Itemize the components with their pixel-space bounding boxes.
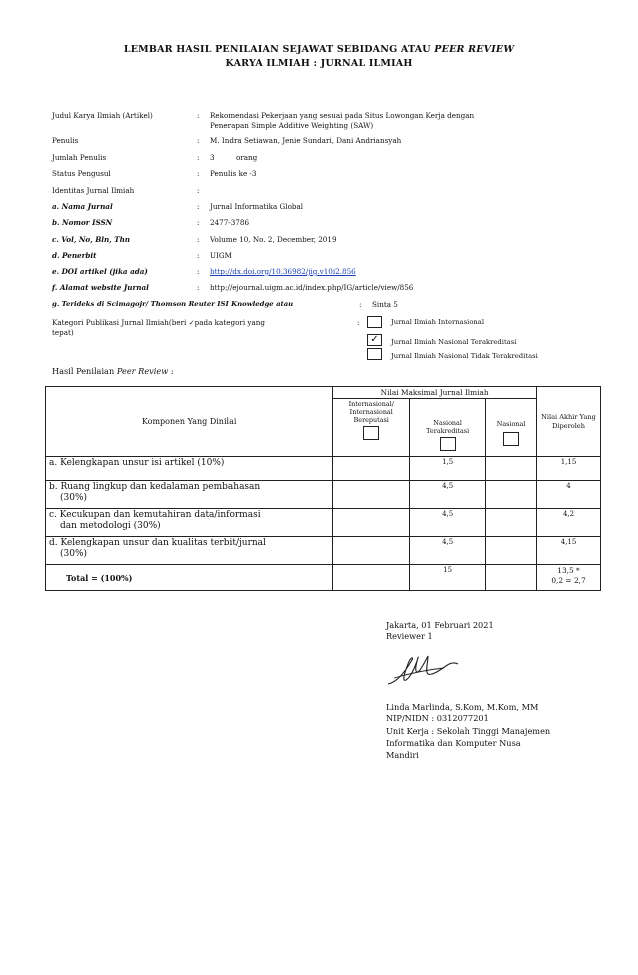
nilai-akhir-cell: 4,15 [537,537,601,565]
nasional-terakreditasi-cell: 4,5 [410,481,486,509]
reviewer-unit-3: Mandiri [386,750,419,760]
colon: : [197,283,200,292]
reviewer-name: Linda Marlinda, S.Kom, M.Kom, MM [386,702,539,712]
nasional-header [486,399,537,457]
nasional-cell [486,481,537,509]
category-label-nasional-tidak: Jurnal Ilmiah Nasional Tidak Terakreditasi [391,352,538,360]
colon: : [197,111,200,120]
komponen-text: a. Kelengkapan unsur isi artikel (10%) [49,458,225,468]
identitas-label: Identitas Jurnal Ilmiah [52,186,135,195]
komponen-text: d. Kelengkapan unsur dan kualitas terbit/jurnal [49,538,266,548]
terindeks-label: g. Terideks di Scimagojr/ Thomson Reuter ISI Knowledge atau [52,300,294,308]
table-row [46,509,601,537]
nasional-terakreditasi-header [410,399,486,457]
total-label: Total = (100%) [46,565,333,591]
title-line-1-italic: PEER REVIEW [434,44,515,55]
category-label-internasional: Jurnal Ilmiah Internasional [391,318,485,326]
nilai-akhir-header: Nilai Akhir Yang Diperoleh [537,387,601,457]
category-checkbox-nasional-terakreditasi[interactable]: ✓ [367,334,382,346]
penerbit-label: d. Penerbit [52,251,97,260]
judul-value-1: Rekomendasi Pekerjaan yang sesuai pada Situs Lowongan Kerja dengan [210,111,475,120]
colon: : [197,251,200,260]
nilai-akhir-cell: 4 [537,481,601,509]
komponen-text-2: (30%) [60,493,88,503]
internasional-cell [333,481,410,509]
table-row [46,481,601,509]
signature-underline [394,668,444,678]
total-akhir-cell [537,565,601,591]
status-value: Penulis ke -3 [210,169,257,178]
issn-label: b. Nomor ISSN [52,218,113,227]
terindeks-value: Sinta 5 [372,300,398,309]
status-label: Status Pengusul [52,169,111,178]
nasional-terakreditasi-checkbox[interactable] [440,437,456,451]
place-date: Jakarta, 01 Februari 2021 [386,620,494,630]
nilai-akhir-cell: 1,15 [537,457,601,481]
komponen-header: Komponen Yang Dinilai [46,387,333,457]
colon: : [197,267,200,276]
nasional-terakreditasi-header-text: Nasional Terakreditasi [426,418,470,435]
colon: : [197,235,200,244]
hasil-suffix: : [168,366,174,376]
doi-link[interactable]: http://dx.doi.org/10.36982/jig.v10i2.856 [210,267,356,276]
komponen-cell [46,509,333,537]
nasional-cell [486,457,537,481]
category-checkbox-internasional[interactable] [367,316,382,328]
total-nasional-cell [486,565,537,591]
jumlah-value: 3 [210,153,215,162]
colon: : [359,300,362,309]
reviewer-nip: NIP/NIDN : 0312077201 [386,713,489,723]
colon: : [197,136,200,145]
table-row [46,537,601,565]
internasional-cell [333,457,410,481]
total-nasional-terakreditasi-cell: 15 [410,565,486,591]
internasional-header-text: Internasional/ Internasional Bereputasi [348,400,394,424]
jumlah-label: Jumlah Penulis [52,153,107,162]
komponen-text: c. Kecukupan dan kemutahiran data/informasi [49,510,261,520]
issn-value: 2477-3786 [210,218,250,227]
jumlah-unit: orang [236,153,258,162]
kategori-label-2: tepat) [52,328,74,337]
komponen-cell [46,481,333,509]
volume-value: Volume 10, No. 2, December, 2019 [210,235,337,244]
category-checkbox-nasional-tidak[interactable] [367,348,382,360]
judul-label: Judul Karya Ilmiah (Artikel) [52,111,153,120]
total-akhir-line-1: 13,5 * [557,566,580,575]
category-label-nasional-terakreditasi: Jurnal Ilmiah Nasional Terakreditasi [391,338,517,346]
nasional-checkbox[interactable] [503,432,519,446]
reviewer-role: Reviewer 1 [386,631,433,641]
colon: : [197,169,200,178]
nasional-cell [486,537,537,565]
komponen-cell [46,457,333,481]
total-internasional-cell [333,565,410,591]
internasional-cell [333,537,410,565]
penerbit-value: UIGM [210,251,232,260]
doi-label: e. DOI artikel (jika ada) [52,267,148,276]
internasional-header [333,399,410,457]
colon: : [197,202,200,211]
score-table [45,386,601,591]
nasional-cell [486,509,537,537]
reviewer-unit-2: Informatika dan Komputer Nusa [386,738,521,748]
document-title [0,44,638,55]
nama-jurnal-label: a. Nama Jurnal [52,202,113,211]
komponen-text-2: (30%) [60,549,88,559]
document-subtitle: KARYA ILMIAH : JURNAL ILMIAH [225,58,413,69]
hasil-italic: Peer Review [116,366,169,376]
nasional-terakreditasi-cell: 1,5 [410,457,486,481]
nasional-header-text: Nasional [496,419,526,428]
penulis-value: M. Indra Setiawan, Jenie Sundari, Dani Andriansyah [210,136,402,145]
nasional-terakreditasi-cell: 4,5 [410,509,486,537]
internasional-cell [333,509,410,537]
colon: : [197,186,200,195]
nilai-maks-header: Nilai Maksimal Jurnal Ilmiah [333,387,537,399]
nama-jurnal-value: Jurnal Informatika Global [210,202,304,211]
table-row [46,457,601,481]
komponen-text-2: dan metodologi (30%) [60,521,161,531]
signature-stroke [388,656,458,684]
colon: : [197,218,200,227]
penulis-label: Penulis [52,136,79,145]
total-akhir-line-2: 0,2 = 2,7 [551,576,586,585]
nilai-akhir-cell: 4,2 [537,509,601,537]
volume-label: c. Vol, No, Bln, Thn [52,235,131,244]
total-row [46,565,601,591]
website-label: f. Alamat website Jurnal [52,283,149,292]
title-line-1: LEMBAR HASIL PENILAIAN SEJAWAT SEBIDANG ATAU [123,44,435,55]
signature-image [384,652,464,690]
judul-value-2: Penerapan Simple Additive Weighting (SAW) [210,121,374,130]
colon: : [197,153,200,162]
kategori-label-1: Kategori Publikasi Jurnal Ilmiah(beri ✓pada kategori yang [52,318,265,327]
internasional-checkbox[interactable] [363,426,379,440]
nasional-terakreditasi-cell: 4,5 [410,537,486,565]
colon: : [357,318,360,327]
reviewer-unit-1: Unit Kerja : Sekolah Tinggi Manajemen [386,726,551,736]
hasil-heading [52,366,174,376]
komponen-text: b. Ruang lingkup dan kedalaman pembahasan [49,482,261,492]
komponen-cell [46,537,333,565]
website-value: http://ejournal.uigm.ac.id/index.php/IG/article/view/856 [210,283,414,292]
hasil-prefix: Hasil Penilaian [52,366,117,376]
